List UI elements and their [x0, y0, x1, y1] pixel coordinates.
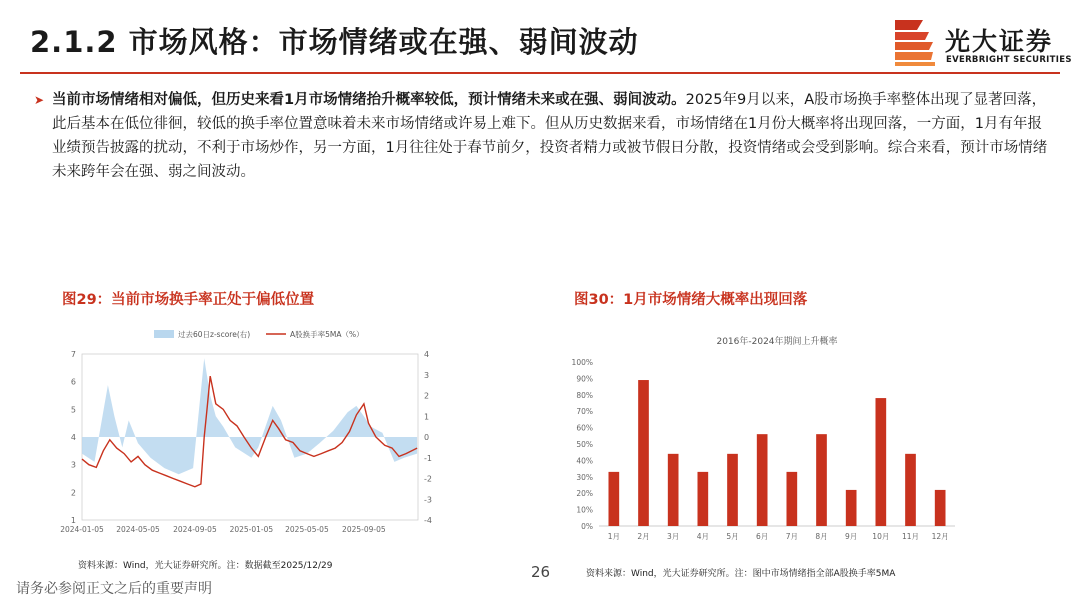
fig29-ytick-left: 2: [70, 488, 76, 498]
fig30-ytick: 30%: [576, 472, 593, 482]
fig30-bar: [846, 490, 857, 526]
fig29-ytick-right: -1: [424, 453, 432, 463]
fig30-ytick: 60%: [576, 423, 593, 433]
fig29-ytick-right: -2: [424, 474, 432, 484]
fig30-bar: [668, 454, 679, 526]
fig30-chart: [555, 326, 975, 550]
fig30-ytick: 70%: [576, 407, 593, 417]
fig30-ytick: 0%: [581, 522, 593, 531]
fig30-xtick: 1月: [607, 532, 620, 541]
fig29-title: 图29：当前市场换手率正处于偏低位置: [62, 292, 315, 308]
fig29-ytick-right: 4: [424, 350, 430, 359]
fig30-title: 图30：1月市场情绪大概率出现回落: [574, 292, 808, 308]
fig29-xtick: 2025-05-05: [285, 525, 329, 534]
fig29-ytick-right: 0: [424, 433, 430, 442]
fig29-xtick: 2024-09-05: [173, 525, 217, 534]
everbright-logo-icon: [893, 18, 937, 68]
fig30-bar: [757, 434, 768, 526]
fig30-bar: [727, 454, 738, 526]
fig30-ytick: 10%: [576, 505, 593, 515]
fig29-source: 资料来源：Wind，光大证券研究所。注：数据截至2025/12/29: [78, 561, 333, 571]
fig30-xtick: 2月: [637, 532, 650, 541]
fig30-bar: [638, 380, 649, 526]
fig29-xtick: 2025-01-05: [229, 525, 274, 534]
fig29-ytick-right: 2: [424, 391, 430, 401]
fig30-source: 资料来源：Wind，光大证券研究所。注：图中市场情绪指全部A股换手率5MA: [586, 569, 896, 579]
title-divider: [20, 72, 1060, 74]
fig29-ytick-left: 1: [70, 516, 76, 525]
fig30-ytick: 40%: [576, 456, 593, 466]
logo-en-text: EVERBRIGHT SECURITIES: [946, 55, 1072, 65]
fig29-xtick: 2025-09-05: [342, 525, 386, 534]
fig29-legend-area-swatch: [154, 330, 174, 338]
fig29-legend-line-label: A股换手率5MA（%）: [290, 330, 364, 339]
fig30-xtick: 6月: [756, 532, 769, 541]
bullet-arrow-icon: ➤: [34, 93, 45, 107]
fig30-xtick: 9月: [845, 532, 858, 541]
page-number: 26: [531, 563, 551, 581]
fig30-chart-title: 2016年-2024年期间上升概率: [716, 337, 838, 347]
fig29-ytick-right: -4: [424, 516, 432, 525]
fig29-ytick-left: 5: [70, 405, 76, 415]
logo-cn-text: 光大证券: [945, 27, 1054, 56]
fig30-xtick: 4月: [696, 532, 709, 541]
fig29-chart: [50, 322, 450, 540]
fig29-xtick: 2024-05-05: [116, 525, 160, 534]
fig29-ytick-left: 3: [70, 460, 76, 470]
bullet-body-text: 2025年9月以来，A股市场换手率整体出现了显著回落，此后基本在低位徘徊，较低的换手率位置意味着未来市场情绪或许易上难下。但从历史数据来看，市场情绪在1月份大概率将出现回落，一方面，1月有年报业绩预告披露的扰动，不利于市场炒作，另一方面，1月往往处于春节前夕，投资者精力或被节假日分散，投资情绪或会受到影响。综合来看，预计市场情绪未来跨年会在强、弱之间波动。: [52, 92, 1048, 180]
fig30-ytick: 50%: [576, 440, 593, 449]
fig30-ytick: 100%: [571, 358, 593, 367]
fig30-bar: [905, 454, 916, 526]
fig30-bar: [786, 472, 797, 526]
bullet-paragraph: [34, 88, 1054, 184]
fig30-bar: [816, 434, 827, 526]
fig29-xtick: 2024-01-05: [60, 525, 104, 534]
fig30-xtick: 8月: [815, 532, 828, 541]
fig29-ytick-right: 3: [424, 370, 430, 380]
fig30-bar: [608, 472, 619, 526]
fig30-bar: [697, 472, 708, 526]
fig30-xtick: 5月: [726, 532, 739, 541]
fig29-ytick-right: -3: [424, 495, 432, 505]
fig30-ytick: 80%: [576, 390, 593, 400]
fig30-xtick: 10月: [872, 532, 890, 541]
fig29-legend-area-label: 过去60日z-score(右): [178, 330, 251, 339]
bullet-bold-text: 当前市场情绪相对偏低，但历史来看1月市场情绪抬升概率较低，预计情绪未来或在强、弱间波动。: [52, 92, 686, 108]
fig30-xtick: 7月: [785, 532, 798, 541]
fig30-bar: [875, 398, 886, 526]
fig30-bar: [935, 490, 946, 526]
fig30-xtick: 12月: [931, 532, 949, 541]
fig29-ytick-left: 7: [70, 350, 76, 359]
fig30-ytick: 20%: [576, 489, 593, 499]
fig30-xtick: 3月: [667, 532, 680, 541]
disclaimer-text: 请务必参阅正文之后的重要声明: [16, 581, 212, 597]
company-logo: [893, 18, 1072, 68]
fig29-ytick-left: 4: [70, 433, 76, 442]
fig29-ytick-right: 1: [424, 412, 430, 422]
page-title: 2.1.2 市场风格：市场情绪或在强、弱间波动: [30, 25, 639, 59]
fig30-xtick: 11月: [901, 532, 920, 541]
fig29-ytick-left: 6: [70, 377, 76, 387]
fig30-ytick: 90%: [576, 374, 593, 384]
